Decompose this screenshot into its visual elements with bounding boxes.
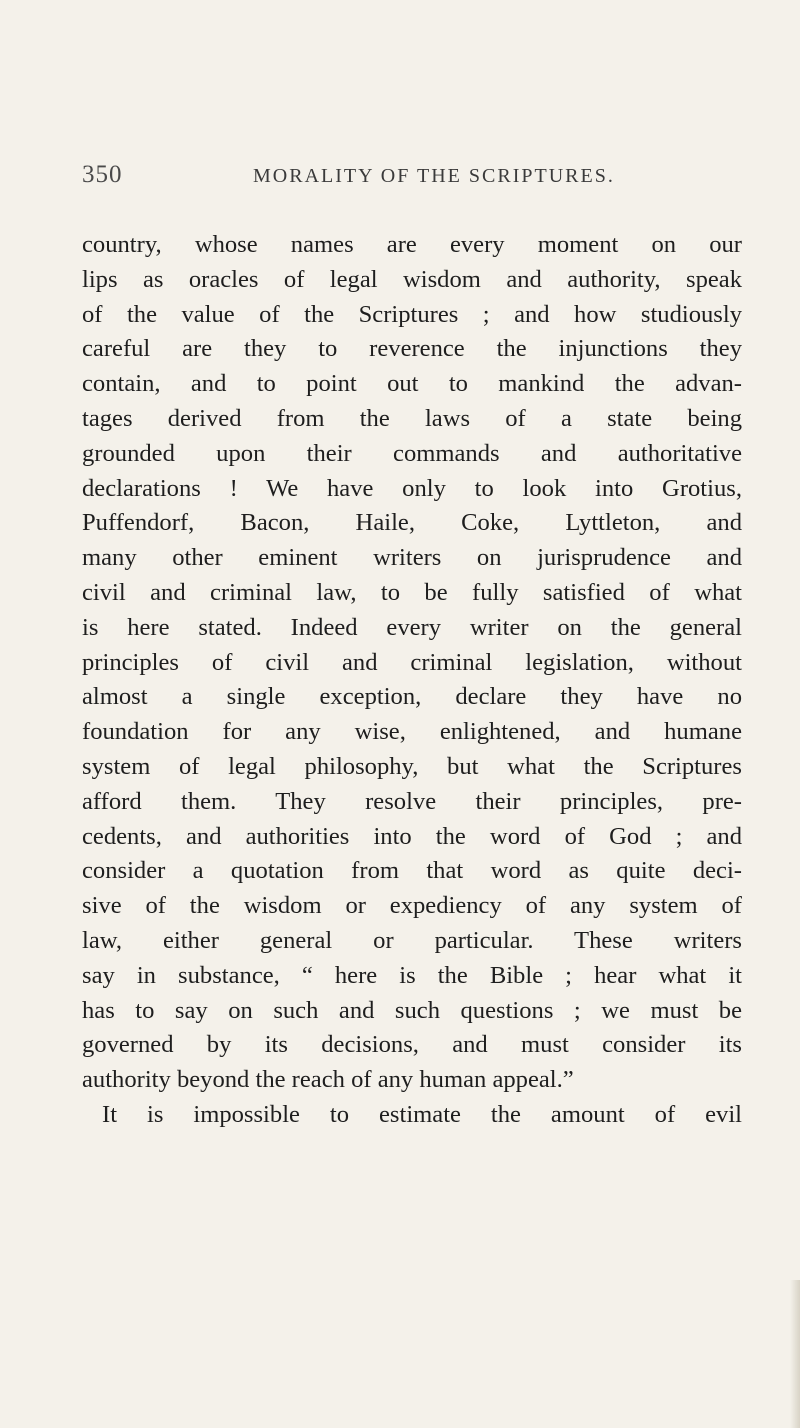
text-line: country, whose names are every moment on our bbox=[82, 231, 742, 258]
text-line: consider a quotation from that word as quite deci- bbox=[82, 857, 742, 885]
text-line: system of legal philosophy, but what the Scriptures bbox=[82, 752, 742, 780]
text-line: careful are they to reverence the injunctions they bbox=[82, 335, 742, 363]
body-text bbox=[82, 228, 742, 1133]
text-line: principles of civil and criminal legislation, without bbox=[82, 648, 742, 676]
text-line: contain, and to point out to mankind the advan- bbox=[82, 370, 742, 398]
text-line: afford them. They resolve their principles, pre- bbox=[82, 787, 742, 815]
text-line: Puffendorf, Bacon, Haile, Coke, Lyttleton, and bbox=[82, 509, 742, 537]
text-line: cedents, and authorities into the word of God ; and bbox=[82, 822, 742, 850]
text-line: civil and criminal law, to be fully satisfied of what bbox=[82, 578, 742, 606]
text-line: It is impossible to estimate the amount of evil bbox=[102, 1100, 742, 1128]
page-edge-shadow bbox=[790, 1280, 800, 1428]
text-line: tages derived from the laws of a state being bbox=[82, 404, 742, 432]
text-line: say in substance, “ here is the Bible ; hear what it bbox=[82, 961, 742, 989]
text-line: authority beyond the reach of any human appeal.” bbox=[82, 1066, 574, 1094]
text-line: foundation for any wise, enlightened, and humane bbox=[82, 718, 742, 746]
text-line: of the value of the Scriptures ; and how studiously bbox=[82, 300, 742, 328]
text-line: grounded upon their commands and authoritative bbox=[82, 439, 742, 467]
text-line: declarations ! We have only to look into Grotius, bbox=[82, 474, 742, 502]
text-line: law, either general or particular. These writers bbox=[82, 926, 742, 954]
text-line: has to say on such and such questions ; we must be bbox=[82, 996, 742, 1024]
text-line: almost a single exception, declare they have no bbox=[82, 683, 742, 711]
text-line: sive of the wisdom or expediency of any system of bbox=[82, 892, 742, 920]
page-header bbox=[82, 161, 722, 201]
text-line: many other eminent writers on jurisprudence and bbox=[82, 544, 742, 572]
text-line: lips as oracles of legal wisdom and authority, speak bbox=[82, 265, 742, 293]
text-line: is here stated. Indeed every writer on the general bbox=[82, 613, 742, 641]
page-number: 350 bbox=[82, 161, 123, 188]
text-line: governed by its decisions, and must consider its bbox=[82, 1031, 742, 1059]
running-head: MORALITY OF THE SCRIPTURES. bbox=[253, 165, 615, 187]
